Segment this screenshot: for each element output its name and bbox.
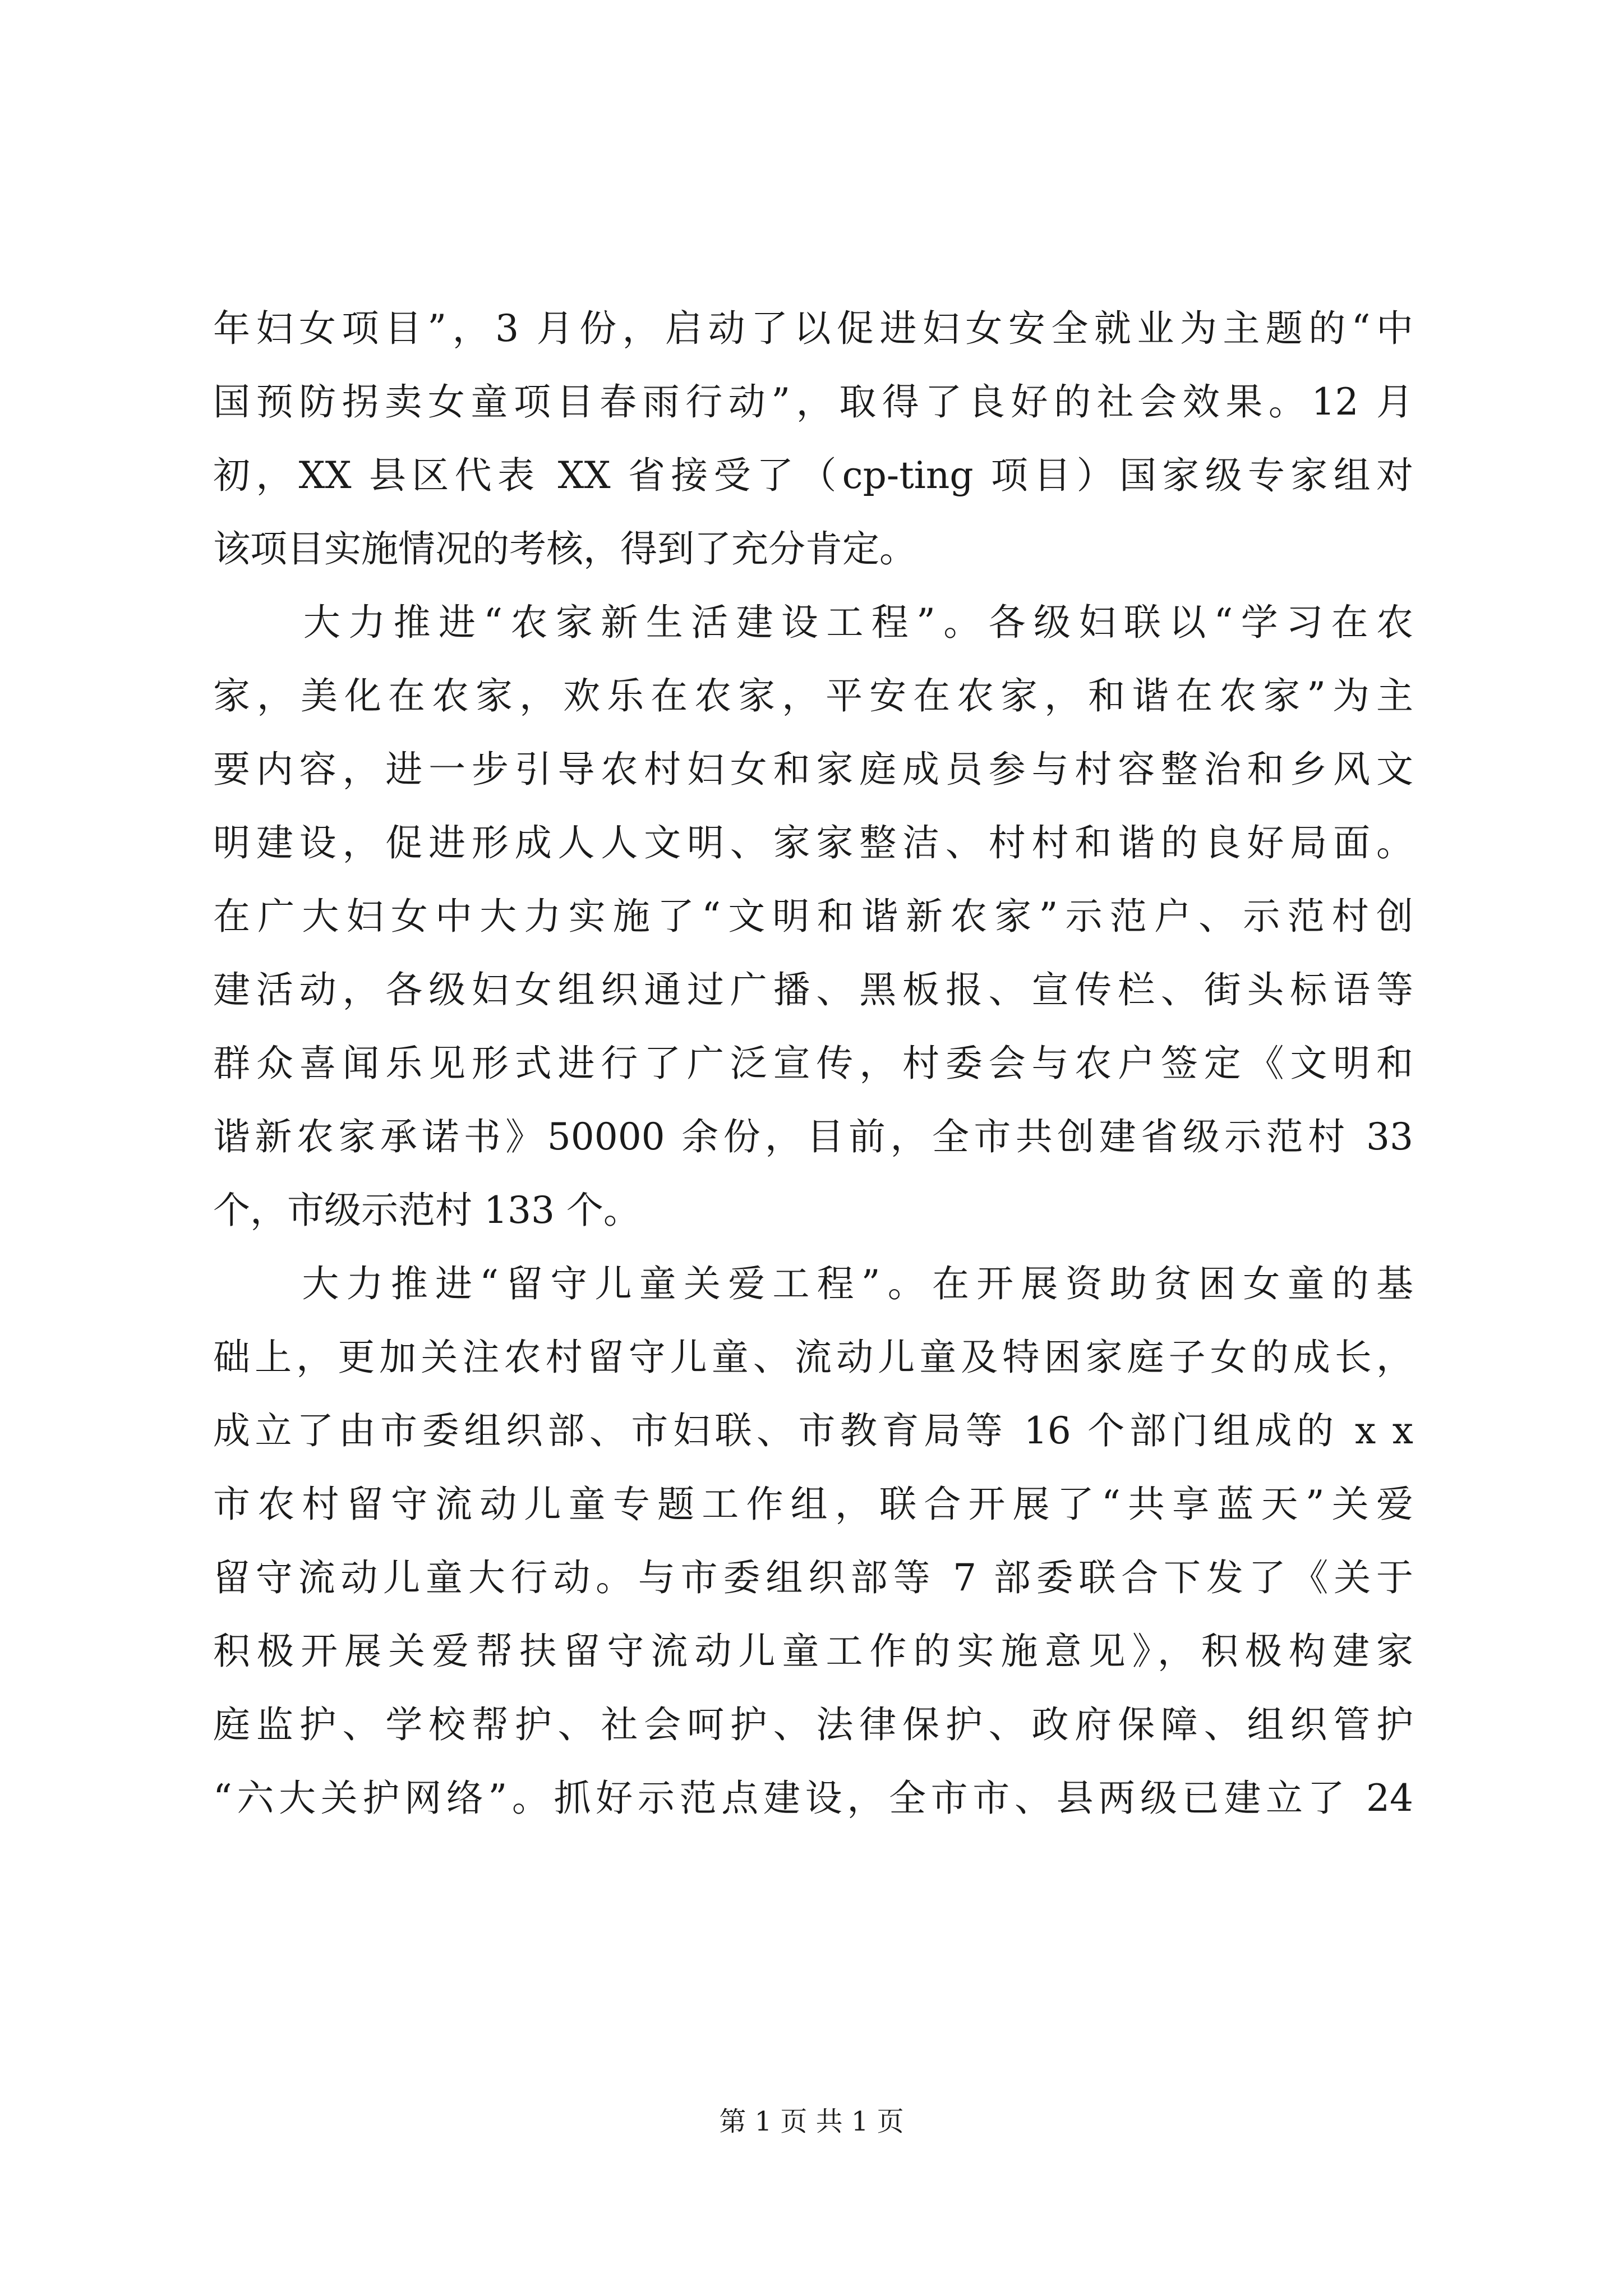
text-line: 国预防拐卖女童项目春雨行动”，取得了良好的社会效果。12 月 bbox=[213, 380, 1413, 424]
text-line: 市农村留守流动儿童专题工作组，联合开展了“共享蓝天”关爱 bbox=[213, 1483, 1413, 1526]
text-line: 大力推进“农家新生活建设工程”。各级妇联以“学习在农 bbox=[213, 601, 1413, 644]
text-line: 在广大妇女中大力实施了“文明和谐新农家”示范户、示范村创 bbox=[213, 895, 1413, 938]
text-line: 要内容，进一步引导农村妇女和家庭成员参与村容整治和乡风文 bbox=[213, 748, 1413, 791]
page-footer bbox=[0, 2105, 1623, 2138]
text-line: 留守流动儿童大行动。与市委组织部等 7 部委联合下发了《关于 bbox=[213, 1556, 1413, 1599]
text-line: 该项目实施情况的考核，得到了充分肯定。 bbox=[213, 527, 916, 570]
body-text bbox=[213, 292, 1413, 1835]
text-line: 大力推进“留守儿童关爱工程”。在开展资助贫困女童的基 bbox=[213, 1262, 1413, 1305]
text-line: 个，市级示范村 133 个。 bbox=[213, 1189, 640, 1232]
text-line: 群众喜闻乐见形式进行了广泛宣传，村委会与农户签定《文明和 bbox=[213, 1042, 1413, 1085]
text-line: 积极开展关爱帮扶留守流动儿童工作的实施意见》，积极构建家 bbox=[213, 1630, 1413, 1673]
text-line: 建活动，各级妇女组织通过广播、黑板报、宣传栏、街头标语等 bbox=[213, 968, 1413, 1011]
text-line: 庭监护、学校帮护、社会呵护、法律保护、政府保障、组织管护 bbox=[213, 1703, 1413, 1746]
text-line: 家，美化在农家，欢乐在农家，平安在农家，和谐在农家”为主 bbox=[213, 674, 1413, 717]
text-line: 谐新农家承诺书》50000 余份，目前，全市共创建省级示范村 33 bbox=[213, 1115, 1413, 1158]
page-number: 第 1 页 共 1 页 bbox=[719, 2106, 904, 2137]
text-line: 年妇女项目”，3 月份，启动了以促进妇女安全就业为主题的“中 bbox=[213, 307, 1413, 350]
text-line: 础上，更加关注农村留守儿童、流动儿童及特困家庭子女的成长， bbox=[213, 1336, 1413, 1379]
text-line: 初，XX 县区代表 XX 省接受了（cp-ting 项目）国家级专家组对 bbox=[213, 454, 1413, 497]
text-line: 成立了由市委组织部、市妇联、市教育局等 16 个部门组成的 x x bbox=[213, 1409, 1413, 1452]
text-line: 明建设，促进形成人人文明、家家整洁、村村和谐的良好局面。 bbox=[213, 821, 1413, 864]
text-line: “六大关护网络”。抓好示范点建设，全市市、县两级已建立了 24 bbox=[213, 1777, 1413, 1820]
